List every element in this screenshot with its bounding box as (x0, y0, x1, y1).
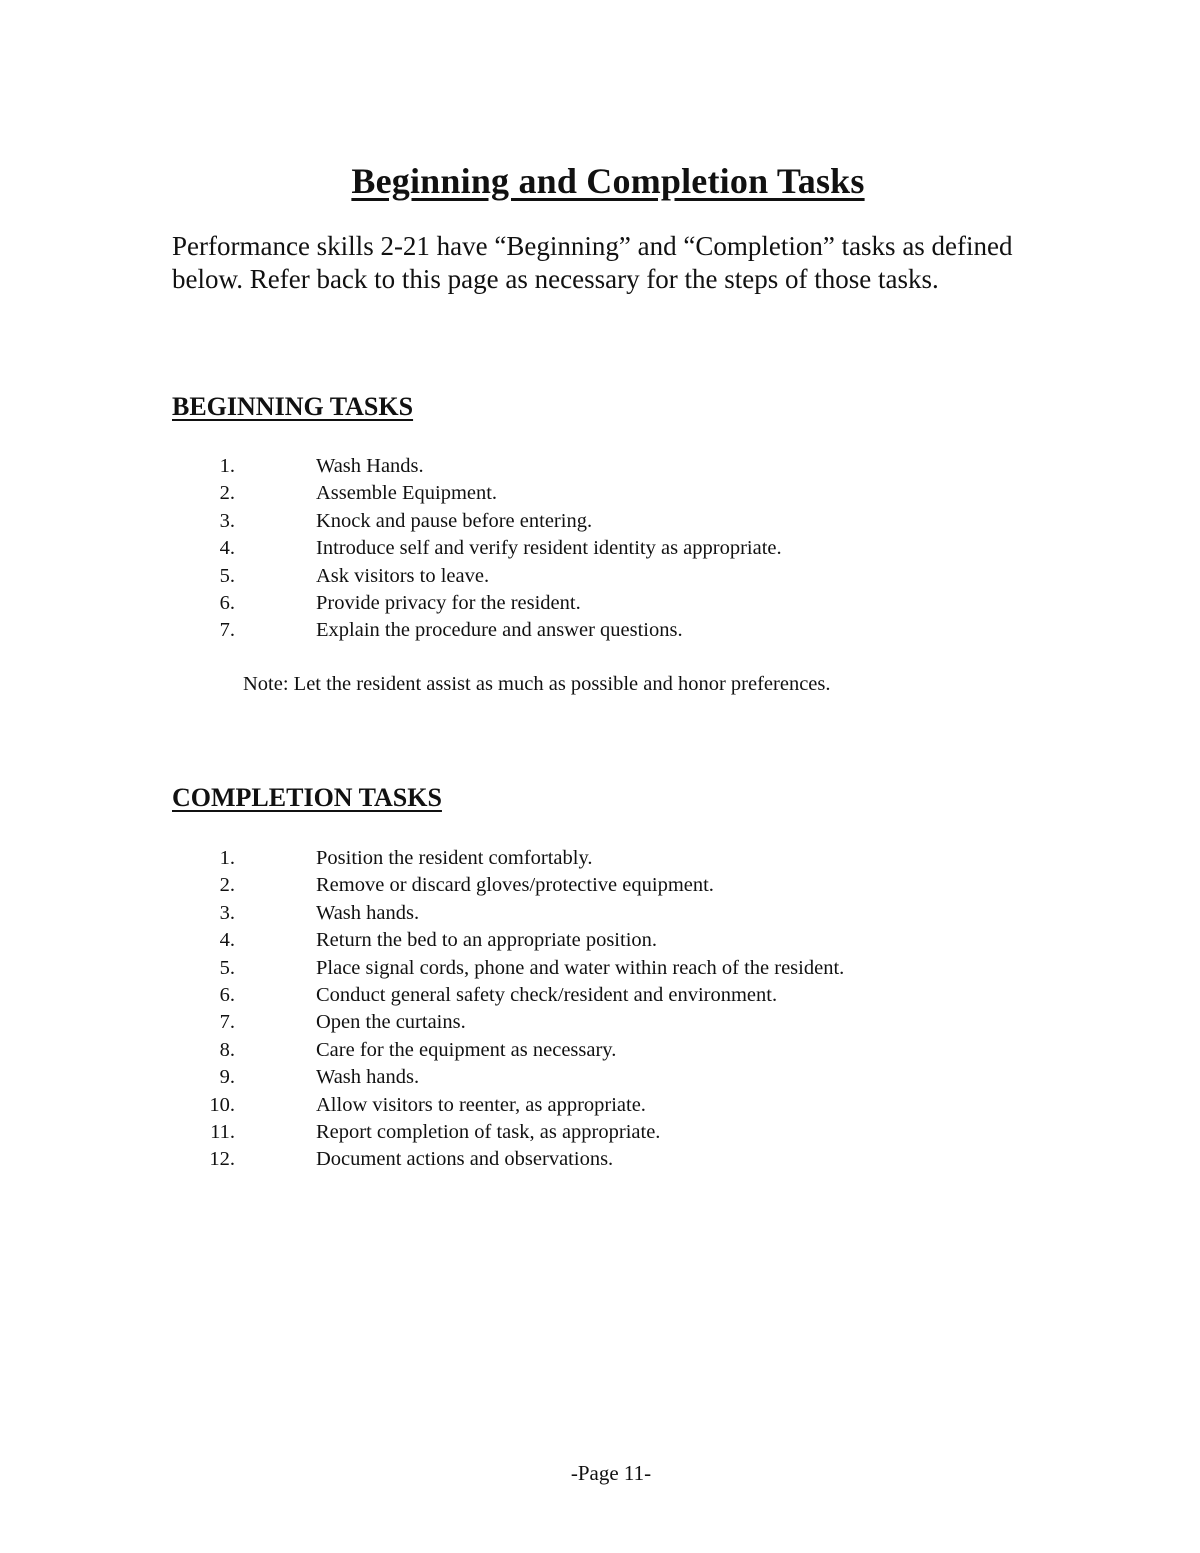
item-number: 5. (219, 956, 235, 979)
beginning-tasks-list (172, 453, 1072, 645)
item-number: 1. (219, 847, 235, 869)
list-item (172, 453, 1072, 480)
item-number: 2. (219, 874, 235, 897)
list-item (172, 1092, 1072, 1119)
item-number: 10. (209, 1093, 235, 1116)
item-text: Conduct general safety check/resident and environment. (316, 983, 778, 1006)
item-number: 3. (219, 901, 235, 924)
list-item (172, 927, 1072, 954)
item-text: Wash hands. (316, 1066, 420, 1089)
item-number: 3. (219, 509, 235, 532)
item-number: 8. (219, 1038, 235, 1061)
item-number: 6. (219, 591, 235, 614)
list-item (172, 617, 1072, 644)
beginning-note: Note: Let the resident assist as much as possible and honor preferences. (243, 673, 831, 695)
completion-tasks-list (172, 845, 1072, 1174)
item-number: 2. (219, 482, 235, 505)
list-item (172, 1037, 1072, 1064)
item-number: 4. (219, 929, 235, 952)
item-text: Ask visitors to leave. (316, 564, 490, 587)
page-number: -Page 11- (570, 1461, 652, 1485)
item-text: Document actions and observations. (316, 1148, 614, 1171)
item-text: Report completion of task, as appropriate. (316, 1120, 661, 1143)
item-text: Provide privacy for the resident. (316, 591, 581, 614)
item-number: 5. (219, 564, 235, 587)
list-item (172, 508, 1072, 535)
list-item (172, 1146, 1072, 1173)
item-text: Place signal cords, phone and water within reach of the resident. (316, 956, 845, 979)
item-text: Return the bed to an appropriate position. (316, 929, 658, 952)
item-text: Explain the procedure and answer questions. (316, 619, 683, 642)
item-number: 6. (219, 983, 235, 1006)
intro-paragraph: Performance skills 2-21 have “Beginning” and “Completion” tasks as defined below. Refer back to this page as necessary for the steps of those tasks. (172, 231, 1013, 294)
item-text: Position the resident comfortably. (316, 847, 593, 869)
list-item (172, 900, 1072, 927)
item-number: 7. (219, 1011, 235, 1034)
list-item (172, 1119, 1072, 1146)
item-text: Assemble Equipment. (316, 482, 498, 505)
item-text: Introduce self and verify resident identity as appropriate. (316, 537, 782, 560)
item-number: 9. (219, 1066, 235, 1089)
list-item (172, 845, 1072, 872)
list-item (172, 872, 1072, 899)
list-item (172, 590, 1072, 617)
list-item (172, 563, 1072, 590)
item-text: Care for the equipment as necessary. (316, 1038, 617, 1061)
item-text: Remove or discard gloves/protective equipment. (316, 874, 714, 897)
item-text: Wash hands. (316, 901, 420, 924)
list-item (172, 535, 1072, 562)
item-number: 11. (210, 1120, 235, 1143)
item-text: Wash Hands. (316, 455, 424, 477)
list-item (172, 480, 1072, 507)
item-text: Open the curtains. (316, 1011, 466, 1034)
page-title: Beginning and Completion Tasks (351, 161, 865, 201)
item-number: 12. (209, 1148, 235, 1171)
beginning-tasks-heading: BEGINNING TASKS (172, 392, 414, 421)
item-text: Knock and pause before entering. (316, 509, 593, 532)
item-number: 1. (219, 455, 235, 477)
list-item (172, 955, 1072, 982)
list-item (172, 1064, 1072, 1091)
item-number: 4. (219, 537, 235, 560)
completion-tasks-heading: COMPLETION TASKS (172, 783, 442, 812)
item-text: Allow visitors to reenter, as appropriate. (316, 1093, 646, 1116)
list-item (172, 982, 1072, 1009)
list-item (172, 1009, 1072, 1036)
item-number: 7. (219, 619, 235, 642)
